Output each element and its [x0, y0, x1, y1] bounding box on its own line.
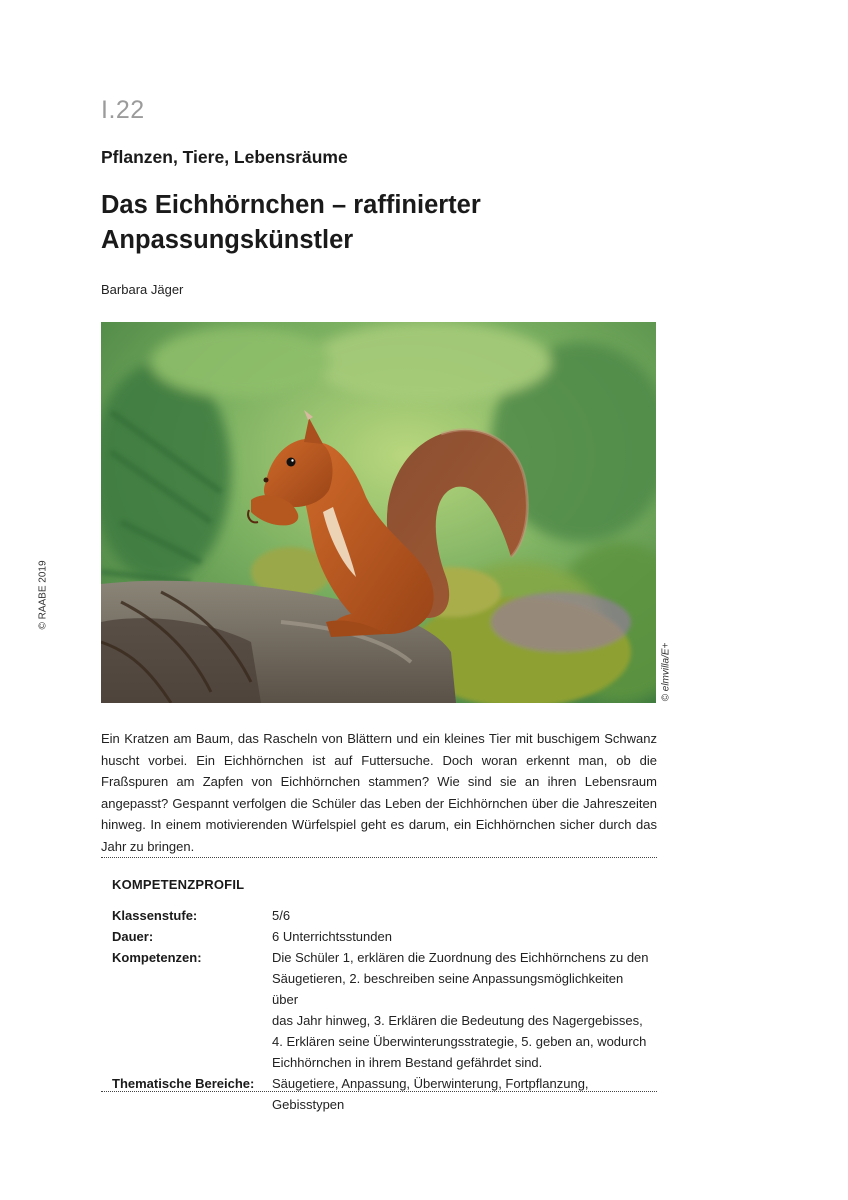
- author: Barbara Jäger: [101, 282, 184, 297]
- intro-text: Ein Kratzen am Baum, das Rascheln von Blättern und ein kleines Tier mit buschigem Schwanz huscht vorbei. Ein Eichhörnchen ist auf Futtersuche. Doch woran erkennt man, ob die Fraßspuren am Zapfen von Eichhörnchen stammen? Wie sind sie an ihren Lebensraum angepasst? Gespannt verfolgen die Schüler das Leben der Eichhörnchen über die Jahreszeiten hinweg. In einem motivierenden Würfelspiel geht es darum, ein Eichhörnchen sicher durch das Jahr zu bringen.: [101, 731, 657, 854]
- squirrel-photo: [101, 322, 656, 703]
- competences-line-4: 4. Erklären seine Überwinterungsstrategie, 5. geben an, wodurch: [272, 1034, 647, 1049]
- page-title: [101, 188, 661, 258]
- divider-bottom: [101, 1091, 657, 1092]
- duration-label: Dauer:: [112, 929, 154, 944]
- section-number: I.22: [101, 96, 145, 124]
- profile-heading: KOMPETENZPROFIL: [112, 877, 245, 892]
- competence-profile: [112, 905, 652, 1115]
- competences-value: [272, 947, 652, 1073]
- duration-value: [272, 926, 652, 947]
- topics-value-line: Säugetiere, Anpassung, Überwinterung, Fortpflanzung, Gebisstypen: [272, 1076, 589, 1112]
- competences-line-3: das Jahr hinweg, 3. Erklären die Bedeutung des Nagergebisses,: [272, 1013, 643, 1028]
- photo-credit: © elmvilla/E+: [660, 642, 672, 702]
- competences-line-2: Säugetieren, 2. beschreiben seine Anpassungsmöglichkeiten über: [272, 971, 624, 1007]
- subject-heading: Pflanzen, Tiere, Lebensräume: [101, 147, 348, 167]
- profile-row-topics: [112, 1073, 652, 1115]
- competences-line-5: Eichhörnchen in ihrem Bestand gefährdet sind.: [272, 1055, 543, 1070]
- profile-row-competences: [112, 947, 652, 1073]
- grade-value-line: 5/6: [272, 908, 291, 923]
- divider-top: [101, 857, 657, 858]
- red-squirrel-photo-icon: [101, 322, 656, 703]
- competences-line-1: Die Schüler 1, erklären die Zuordnung des Eichhörnchens zu den: [272, 950, 649, 965]
- topics-label: Thematische Bereiche:: [112, 1076, 255, 1091]
- profile-row-duration: [112, 926, 652, 947]
- topics-value: [272, 1073, 652, 1115]
- title-line-1: Das Eichhörnchen – raffinierter: [101, 191, 481, 219]
- grade-value: [272, 905, 652, 926]
- duration-value-line: 6 Unterrichtsstunden: [272, 929, 392, 944]
- profile-row-grade: [112, 905, 652, 926]
- title-line-2: Anpassungskünstler: [101, 226, 354, 254]
- competences-label: Kompetenzen:: [112, 950, 202, 965]
- grade-label: Klassenstufe:: [112, 908, 198, 923]
- side-copyright: © RAABE 2019: [37, 560, 49, 630]
